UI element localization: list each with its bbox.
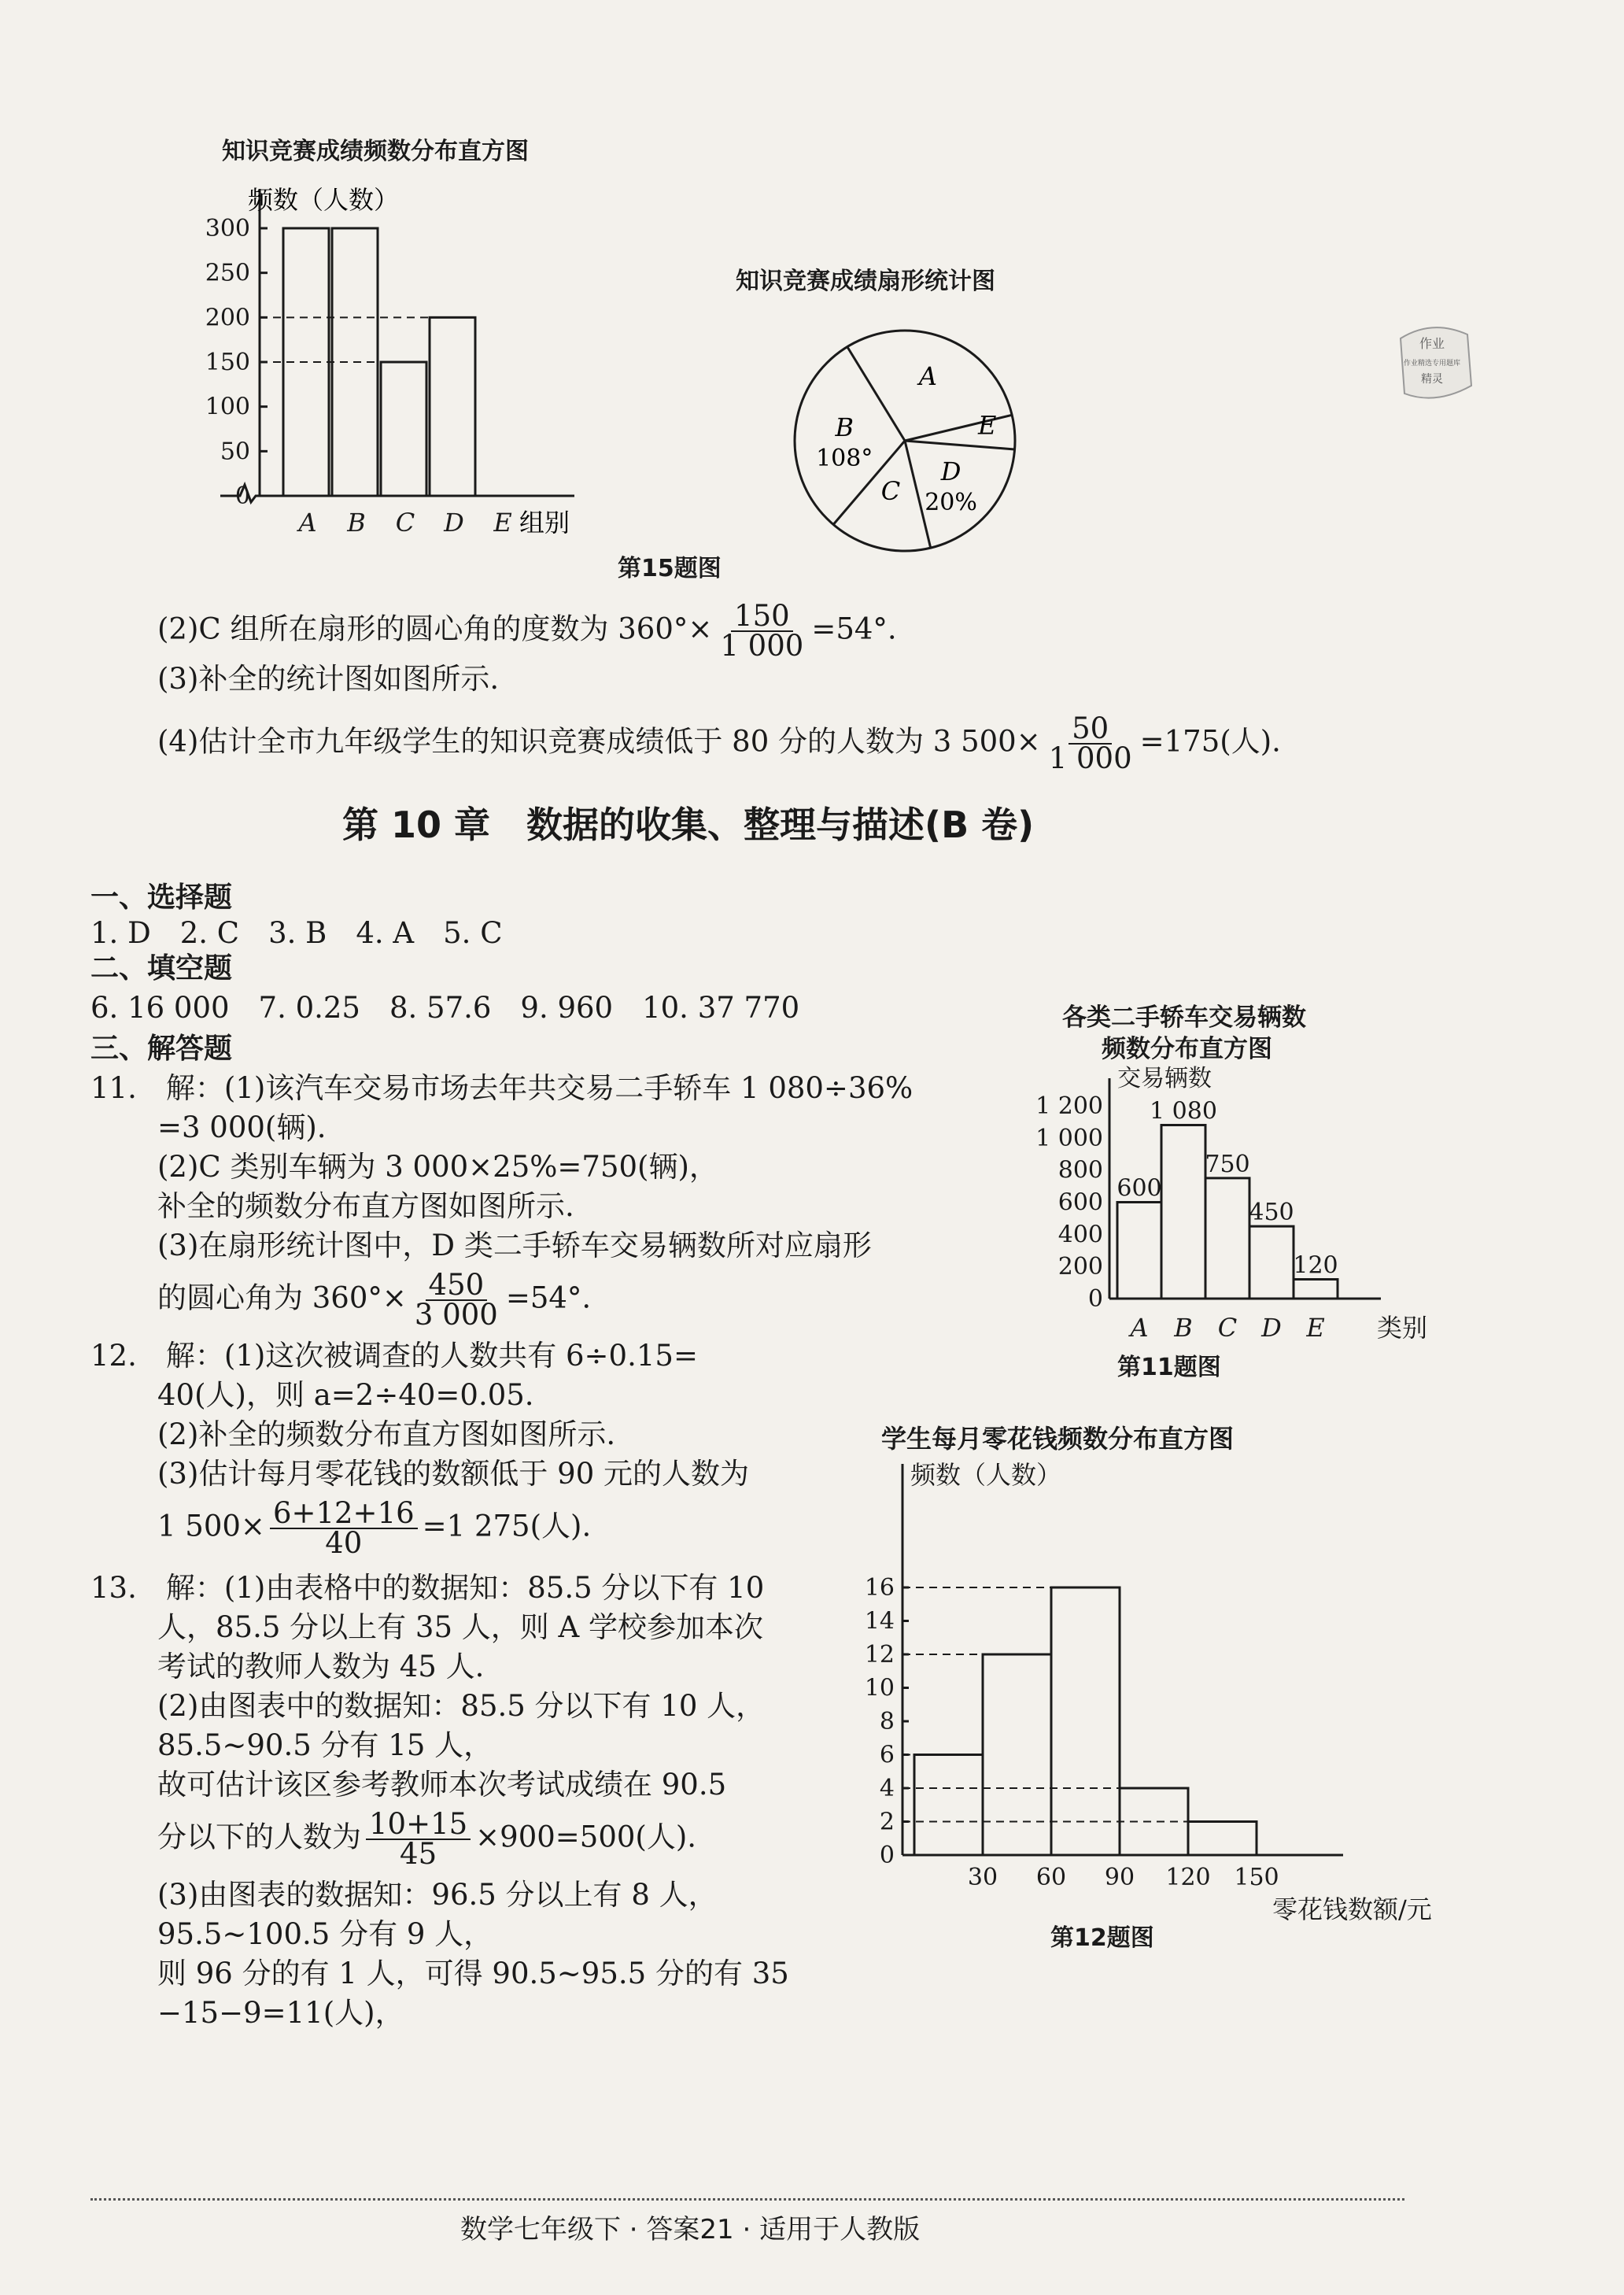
fig15-histogram (173, 173, 598, 551)
data-label-A: 600 (1116, 1174, 1162, 1203)
y-tick-label: 250 (205, 259, 250, 287)
bar-E (1294, 1280, 1338, 1299)
q12-line1: 12. 解：(1)这次被调查的人数共有 6÷0.15= (90, 1339, 698, 1373)
fig12-histogram (854, 1452, 1432, 1924)
x-axis (220, 485, 574, 502)
section-fill: 二、填空题 (90, 952, 233, 985)
q13-line1: 13. 解：(1)由表格中的数据知：85.5 分以下有 10 (90, 1571, 765, 1605)
data-label-C: 750 (1205, 1150, 1250, 1178)
q11-line1: 11. 解：(1)该汽车交易市场去年共交易二手轿车 1 080÷36% (90, 1071, 914, 1105)
fig15-hist-xlabel: 组别 (519, 508, 570, 538)
data-label-D: 450 (1249, 1199, 1294, 1227)
q12-line5: 1 500× $\frac{6+12+16}{40}$ =1 275(人). (157, 1496, 592, 1560)
x-tick-label: 90 (1104, 1864, 1135, 1891)
y-tick-label: 0 (234, 482, 250, 510)
x-tick-label: E (493, 508, 512, 538)
x-tick-label: E (1306, 1313, 1325, 1343)
y-tick-label: 16 (864, 1574, 895, 1602)
y-tick-label: 400 (1057, 1221, 1103, 1249)
x-tick-label: C (395, 508, 415, 538)
slice-label-A: A (918, 360, 938, 391)
y-tick-label: 0 (1087, 1285, 1103, 1313)
slice-annotation-B: 108° (816, 444, 873, 472)
q12-line4: (3)估计每月零花钱的数额低于 90 元的人数为 (157, 1457, 750, 1491)
y-tick-label: 800 (1057, 1156, 1103, 1184)
svg-text:作业: 作业 (1419, 336, 1445, 351)
y-tick-label: 300 (205, 215, 250, 242)
x-tick-label: A (298, 508, 317, 538)
x-axis-label: 类别 (1377, 1313, 1428, 1343)
bar-bin-0 (914, 1755, 983, 1856)
fig11-title-line2: 频数分布直方图 (1102, 1035, 1272, 1063)
bar-D (1249, 1226, 1294, 1299)
y-tick-label: 10 (864, 1674, 895, 1702)
x-tick-label: 150 (1234, 1864, 1279, 1891)
y-tick-label: 150 (205, 349, 250, 376)
x-tick-label: C (1217, 1313, 1238, 1343)
x-tick-label: B (1174, 1313, 1193, 1343)
q13-line4: (2)由图表中的数据知：85.5 分以下有 10 人， (157, 1689, 766, 1723)
y-tick-label: 14 (864, 1607, 895, 1635)
q13-line6: 故可估计该区参考教师本次考试成绩在 90.5 (157, 1768, 727, 1802)
y-axis-label: 频数（人数） (910, 1460, 1062, 1490)
q13-line2: 人，85.5 分以上有 35 人，则 A 学校参加本次 (157, 1610, 763, 1644)
data-label-B: 1 080 (1150, 1097, 1217, 1125)
q13-line9: 95.5~100.5 分有 9 人， (157, 1917, 493, 1951)
q11-line2: =3 000(辆). (157, 1111, 327, 1144)
fill-answers: 6. 16 000 7. 0.25 8. 57.6 9. 960 10. 37 770 (90, 991, 800, 1025)
q13-line7: 分以下的人数为 $\frac{10+15}{45}$ ×900=500(人). (157, 1807, 697, 1871)
y-tick-label: 100 (205, 393, 250, 421)
slice-annotation-D: 20% (925, 488, 977, 516)
q12-line3: (2)补全的频数分布直方图如图所示. (157, 1417, 616, 1451)
bar-C (1205, 1178, 1249, 1299)
x-tick-label: 120 (1165, 1864, 1211, 1891)
x-tick-label: B (347, 508, 366, 538)
y-tick-label: 1 000 (1035, 1124, 1103, 1152)
y-axis-label: 交易辆数 (1117, 1065, 1212, 1092)
footer-text: 数学七年级下 · 答案21 · 适用于人教版 (460, 2214, 921, 2245)
slice-label-D: D (940, 456, 961, 486)
fig12-title: 学生每月零花钱频数分布直方图 (881, 1424, 1235, 1454)
y-tick-label: 600 (1057, 1188, 1103, 1217)
data-label-E: 120 (1293, 1251, 1338, 1280)
slice-edge (905, 441, 1015, 449)
fig15-pie-chart (779, 315, 1031, 567)
fig11-title-line1: 各类二手轿车交易辆数 (1062, 1003, 1306, 1032)
y-tick-label: 200 (205, 304, 250, 332)
svg-text:精灵: 精灵 (1421, 373, 1443, 386)
slice-label-E: E (977, 410, 997, 441)
bar-C (381, 362, 426, 496)
bar-A (1117, 1203, 1161, 1299)
q11-line4: 补全的频数分布直方图如图所示. (157, 1189, 574, 1223)
q15-part4: (4)估计全市九年级学生的知识竞赛成绩低于 80 分的人数为 3 500× $\frac{50}{1 000}$ =175(人). (157, 711, 1281, 775)
q11-line5: (3)在扇形统计图中，D 类二手轿车交易辆数所对应扇形 (157, 1229, 872, 1262)
bar-D (430, 317, 475, 496)
y-tick-label: 4 (879, 1775, 895, 1802)
fig15-caption: 第15题图 (618, 555, 722, 582)
y-tick-label: 8 (879, 1708, 895, 1735)
section-solve: 三、解答题 (90, 1033, 233, 1065)
q15-part3: (3)补全的统计图如图所示. (157, 662, 500, 696)
y-tick-label: 2 (879, 1808, 895, 1836)
bar-bin-4 (1188, 1822, 1257, 1856)
fig15-pie-title: 知识竞赛成绩扇形统计图 (736, 268, 995, 295)
q15-part2: (2)C 组所在扇形的圆心角的度数为 360°× $\frac{150}{1 000}$ =54°. (157, 599, 897, 663)
slice-label-B: B (835, 412, 854, 442)
y-tick-label: 6 (879, 1741, 895, 1769)
y-tick-label: 12 (864, 1641, 895, 1669)
bar-bin-2 (1051, 1587, 1120, 1855)
footer-divider (90, 2198, 1404, 2201)
x-tick-label: D (444, 508, 464, 538)
section-choice: 一、选择题 (90, 881, 233, 914)
fig11-caption: 第11题图 (1117, 1354, 1221, 1381)
x-tick-label: 60 (1035, 1864, 1067, 1891)
svg-text:作业精选专用题库: 作业精选专用题库 (1403, 360, 1461, 368)
bar-bin-1 (983, 1654, 1051, 1855)
fig15-hist-ylabel: 频数（人数） (248, 185, 400, 215)
fig11-histogram (995, 1062, 1428, 1343)
x-tick-label: 30 (967, 1864, 998, 1891)
y-tick-label: 50 (220, 438, 250, 466)
x-axis-label: 零花钱数额/元 (1272, 1894, 1432, 1924)
y-tick-label: 1 200 (1035, 1092, 1103, 1120)
q13-line10: 则 96 分的有 1 人，可得 90.5~95.5 分的有 35 (157, 1957, 789, 1990)
stamp-logo (1385, 315, 1479, 409)
y-tick-label: 0 (879, 1842, 895, 1869)
q11-line6: 的圆心角为 360°× $\frac{450}{3 000}$ =54°. (157, 1268, 592, 1332)
bar-B (1161, 1125, 1205, 1299)
slice-label-C: C (880, 475, 901, 506)
slice-edge (847, 347, 905, 441)
q13-line11: −15−9=11(人)， (157, 1996, 404, 2030)
y-tick-label: 200 (1057, 1253, 1103, 1281)
q13-line8: (3)由图表的数据知：96.5 分以上有 8 人， (157, 1878, 718, 1912)
x-tick-label: A (1130, 1313, 1149, 1343)
fig15-hist-title: 知识竞赛成绩频数分布直方图 (222, 138, 529, 165)
q13-line3: 考试的教师人数为 45 人. (157, 1650, 485, 1683)
x-tick-label: D (1261, 1313, 1282, 1343)
choice-answers: 1. D 2. C 3. B 4. A 5. C (90, 916, 503, 950)
fig12-caption: 第12题图 (1050, 1924, 1154, 1952)
chapter-title: 第 10 章 数据的收集、整理与描述(B 卷) (342, 804, 1035, 846)
q13-line5: 85.5~90.5 分有 15 人， (157, 1728, 493, 1762)
q11-line3: (2)C 类别车辆为 3 000×25%=750(辆)， (157, 1150, 718, 1184)
q12-line2: 40(人)，则 a=2÷40=0.05. (157, 1378, 534, 1412)
